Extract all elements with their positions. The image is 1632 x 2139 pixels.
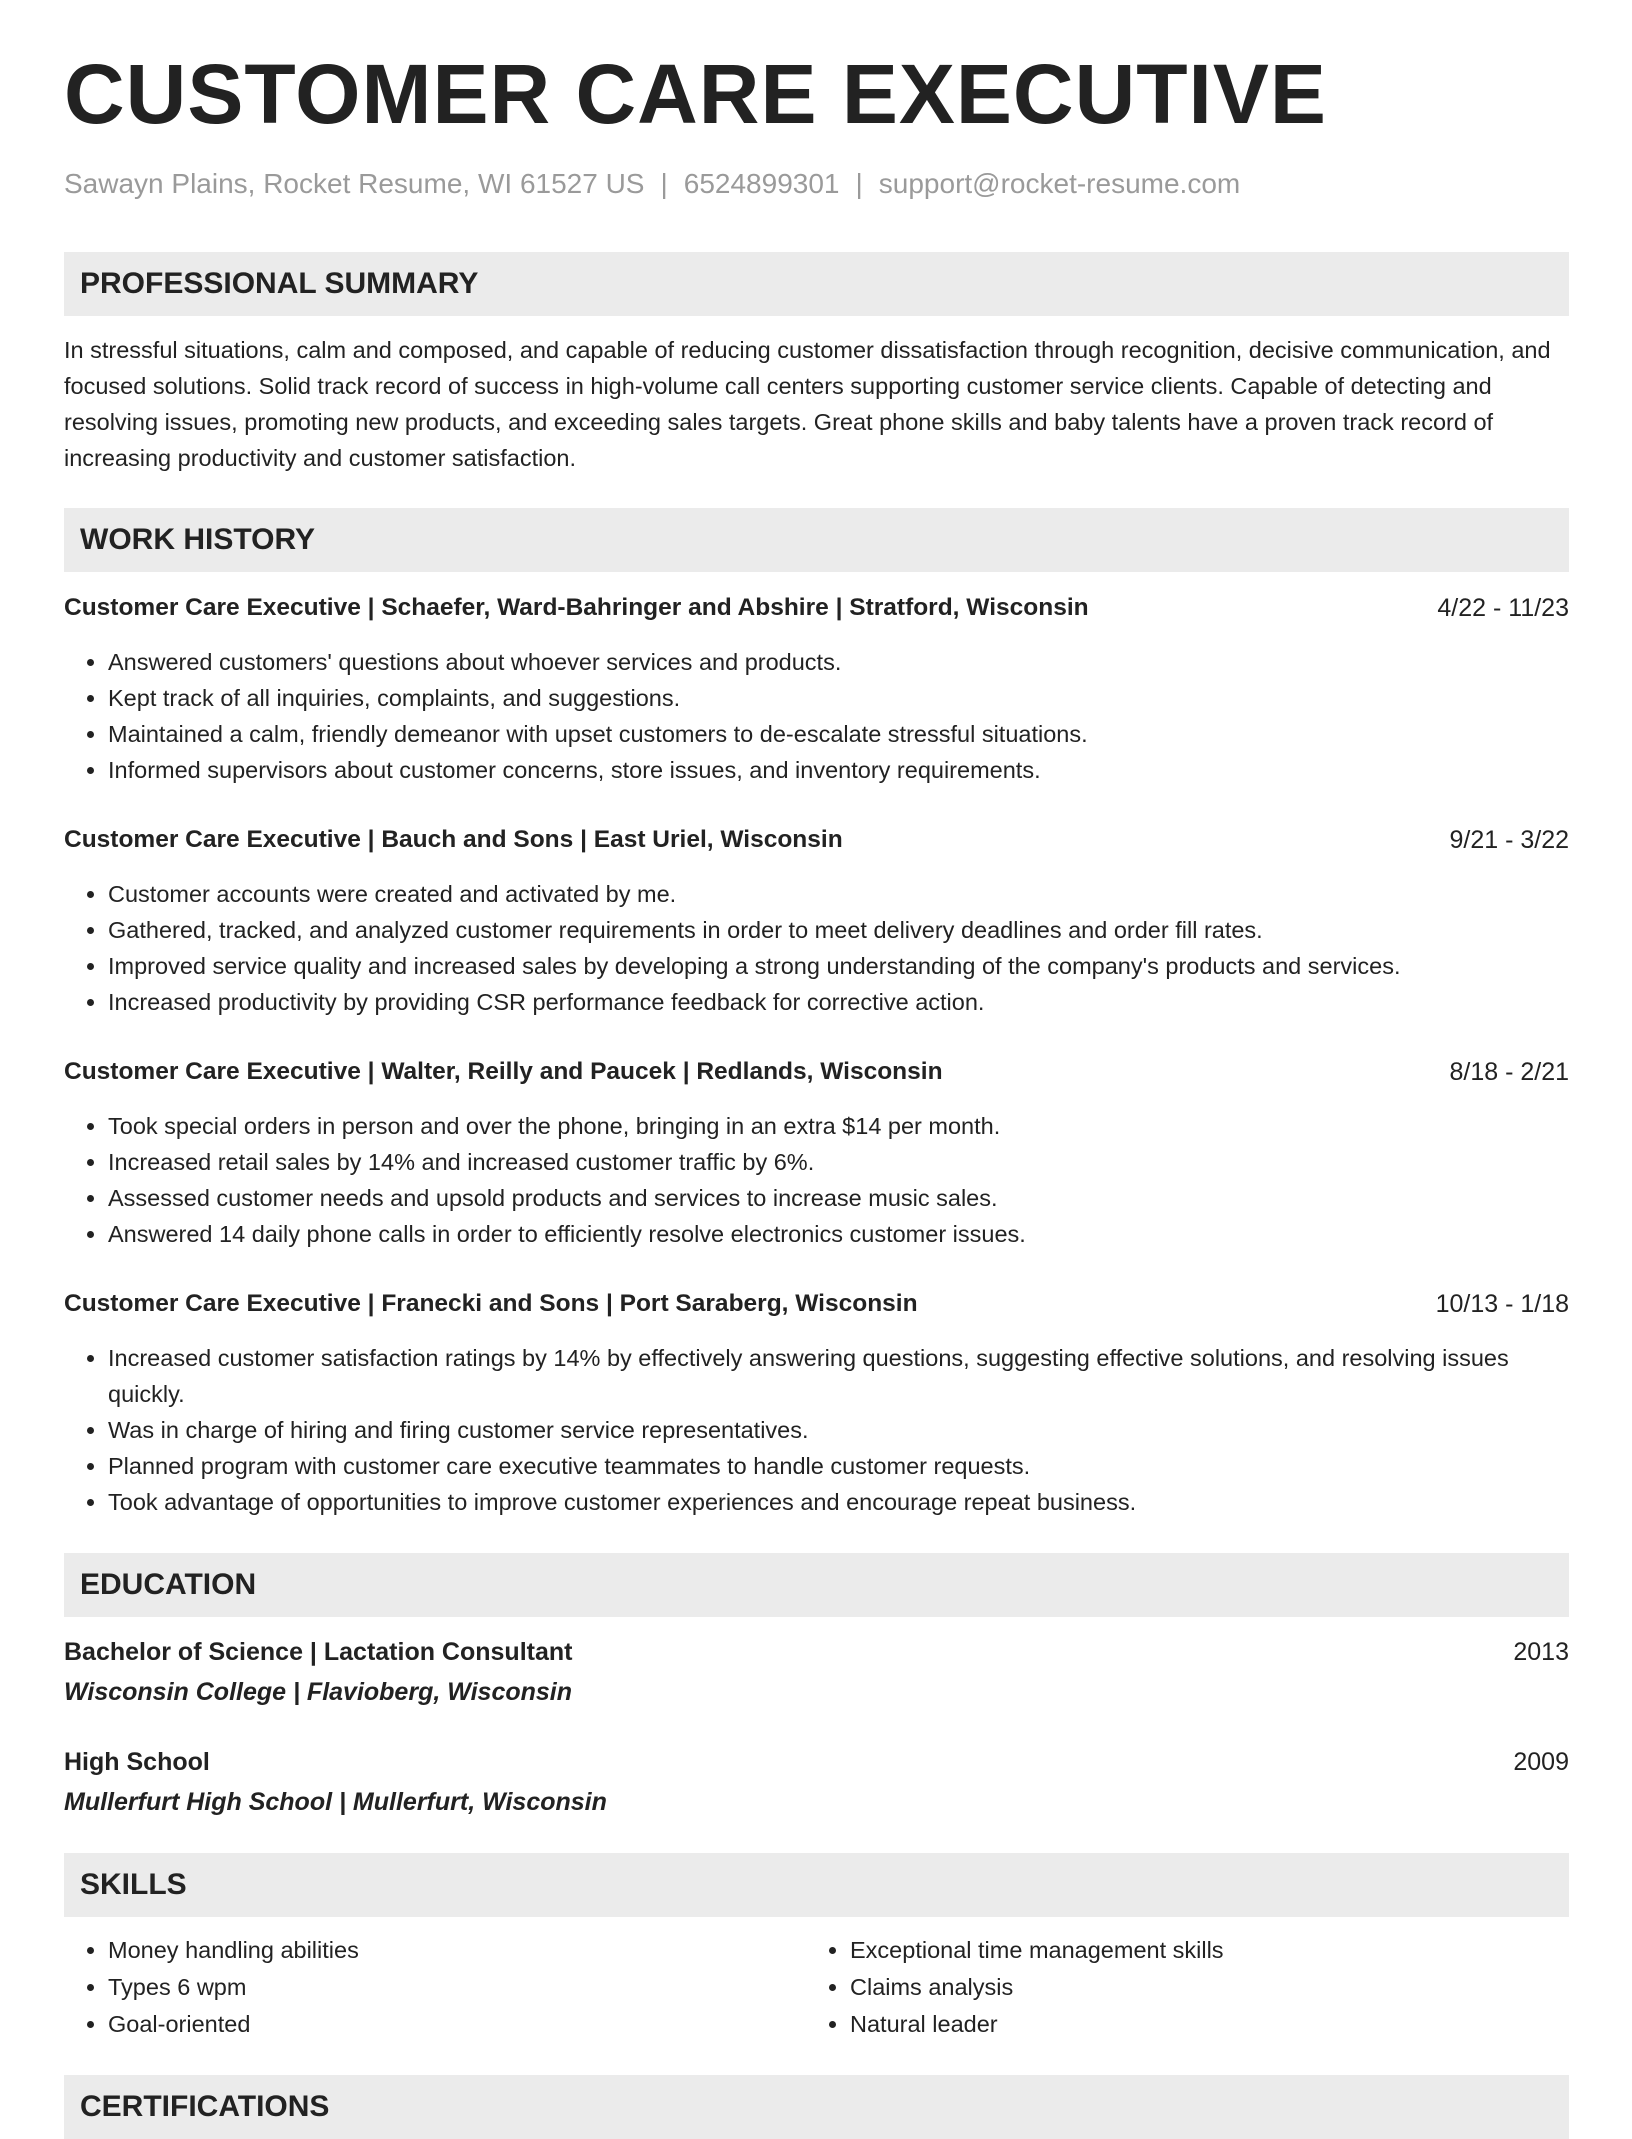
list-item: • Took advantage of opportunities to improve customer experiences and encourage repeat business.	[108, 1484, 1569, 1520]
skill-item: • Natural leader	[850, 2006, 1500, 2043]
list-item: • Informed supervisors about customer concerns, store issues, and inventory requirements.	[108, 752, 1569, 788]
skill-item: • Exceptional time management skills	[850, 1932, 1500, 1969]
resume-name: CUSTOMER CARE EXECUTIVE	[64, 47, 1327, 141]
job-entry	[64, 1054, 1569, 1252]
section-header-certifications	[64, 2075, 1569, 2139]
education-year: 2013	[1513, 1638, 1569, 1666]
list-item: • Gathered, tracked, and analyzed customer requirements in order to meet delivery deadlines and order fill rates.	[108, 912, 1569, 948]
section-title: PROFESSIONAL SUMMARY	[80, 267, 479, 300]
education-entry	[64, 1634, 1569, 1710]
skill-item: • Types 6 wpm	[108, 1969, 758, 2006]
contact-phone: 6524899301	[683, 168, 840, 199]
job-dates: 9/21 - 3/22	[1449, 826, 1569, 854]
section-title: EDUCATION	[80, 1568, 257, 1601]
job-title: Customer Care Executive | Schaefer, Ward-Bahringer and Abshire | Stratford, Wisconsin	[64, 594, 1089, 621]
education-school: Mullerfurt High School | Mullerfurt, Wisconsin	[64, 1788, 607, 1816]
section-header-work	[64, 508, 1569, 572]
contact-address: Sawayn Plains, Rocket Resume, WI 61527 US	[64, 168, 645, 199]
list-item: • Planned program with customer care executive teammates to handle customer requests.	[108, 1448, 1569, 1484]
list-item: • Answered 14 daily phone calls in order to efficiently resolve electronics customer issues.	[108, 1216, 1569, 1252]
job-dates: 10/13 - 1/18	[1435, 1290, 1569, 1318]
education-degree: High School	[64, 1748, 210, 1776]
section-header-summary	[64, 252, 1569, 316]
section-title: WORK HISTORY	[80, 523, 316, 556]
section-title: CERTIFICATIONS	[80, 2090, 330, 2123]
skill-item: • Goal-oriented	[108, 2006, 758, 2043]
job-bullets	[64, 1108, 1569, 1252]
skills-column	[806, 1932, 1500, 2043]
list-item: • Customer accounts were created and activated by me.	[108, 876, 1569, 912]
job-entry	[64, 1286, 1569, 1520]
contact-separator: |	[855, 168, 863, 199]
summary-text: In stressful situations, calm and composed, and capable of reducing customer dissatisfaction through recognition, decisive communication, and focused solutions. Solid track record of success in high-volume call centers supporting customer service clients. Capable of detecting and resolving issues, promoting new products, and exceeding sales targets. Great phone skills and baby talents have a proven track record of increasing productivity and customer satisfaction.	[64, 337, 1551, 471]
contact-line	[64, 168, 1240, 200]
job-dates: 4/22 - 11/23	[1437, 594, 1569, 622]
education-school: Wisconsin College | Flavioberg, Wisconsin	[64, 1678, 573, 1706]
job-entry	[64, 822, 1569, 1020]
job-entry	[64, 590, 1569, 788]
list-item: • Maintained a calm, friendly demeanor with upset customers to de-escalate stressful situations.	[108, 716, 1569, 752]
skills-column	[64, 1932, 758, 2043]
section-title: SKILLS	[80, 1868, 187, 1901]
list-item: • Kept track of all inquiries, complaints, and suggestions.	[108, 680, 1569, 716]
section-header-education	[64, 1553, 1569, 1617]
list-item: • Improved service quality and increased sales by developing a strong understanding of the company's products and services.	[108, 948, 1569, 984]
list-item: • Was in charge of hiring and firing customer service representatives.	[108, 1412, 1569, 1448]
education-degree: Bachelor of Science | Lactation Consultant	[64, 1638, 573, 1666]
job-title: Customer Care Executive | Walter, Reilly and Paucek | Redlands, Wisconsin	[64, 1058, 943, 1085]
list-item: • Assessed customer needs and upsold products and services to increase music sales.	[108, 1180, 1569, 1216]
job-bullets	[64, 644, 1569, 788]
list-item: • Increased productivity by providing CSR performance feedback for corrective action.	[108, 984, 1569, 1020]
list-item: • Increased customer satisfaction ratings by 14% by effectively answering questions, suggesting effective solutions, and resolving issues quickly.	[108, 1340, 1569, 1412]
education-entry	[64, 1744, 1569, 1820]
contact-email: support@rocket-resume.com	[878, 168, 1241, 199]
list-item: • Took special orders in person and over the phone, bringing in an extra $14 per month.	[108, 1108, 1569, 1144]
job-bullets	[64, 1340, 1569, 1520]
job-title: Customer Care Executive | Bauch and Sons | East Uriel, Wisconsin	[64, 826, 843, 853]
list-item: • Increased retail sales by 14% and increased customer traffic by 6%.	[108, 1144, 1569, 1180]
job-title: Customer Care Executive | Franecki and Sons | Port Saraberg, Wisconsin	[64, 1290, 918, 1317]
section-header-skills	[64, 1853, 1569, 1917]
list-item: • Answered customers' questions about whoever services and products.	[108, 644, 1569, 680]
job-dates: 8/18 - 2/21	[1449, 1058, 1569, 1086]
skill-item: • Claims analysis	[850, 1969, 1500, 2006]
job-bullets	[64, 876, 1569, 1020]
skill-item: • Money handling abilities	[108, 1932, 758, 1969]
education-year: 2009	[1513, 1748, 1569, 1776]
contact-separator: |	[660, 168, 668, 199]
